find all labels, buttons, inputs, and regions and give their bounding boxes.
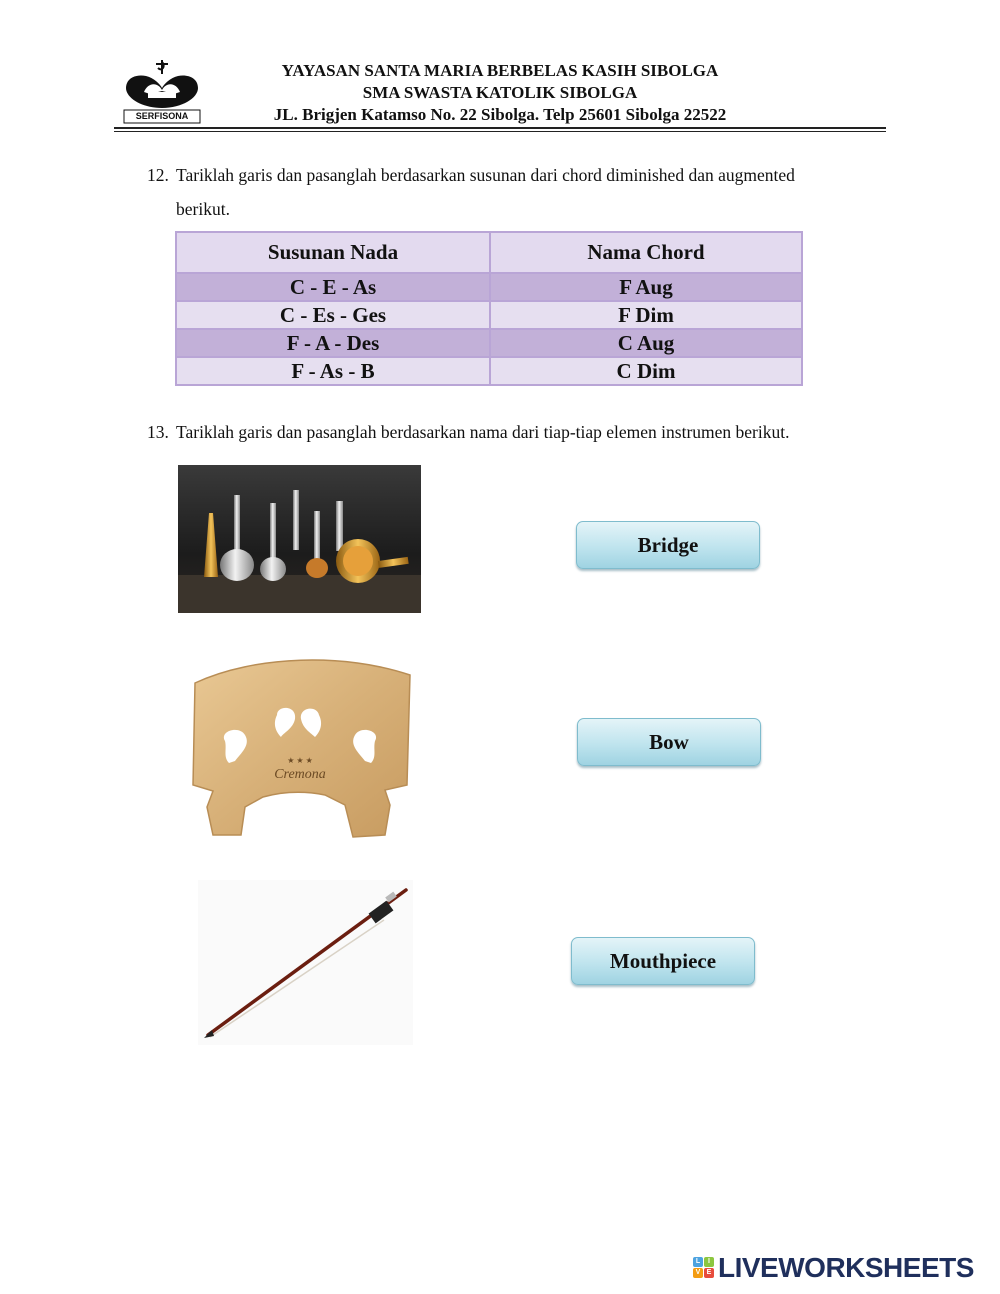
nada-cell: C - E - As <box>176 273 490 301</box>
table-header-chord: Nama Chord <box>490 232 802 273</box>
table-row <box>176 357 802 385</box>
logo-square-l: L <box>693 1257 703 1267</box>
foundation-name: YAYASAN SANTA MARIA BERBELAS KASIH SIBOLGA <box>281 61 719 80</box>
school-address: JL. Brigjen Katamso No. 22 Sibolga. Telp 25601 Sibolga 22522 <box>273 105 727 124</box>
logo-square-v: V <box>693 1268 703 1278</box>
question-text: Tariklah garis dan pasanglah berdasarkan susunan dari chord diminished dan augmented <box>176 165 795 185</box>
question-text: Tariklah garis dan pasanglah berdasarkan nama dari tiap-tiap elemen instrumen berikut. <box>176 422 790 442</box>
question-number: 12. <box>147 165 169 185</box>
question-13 <box>147 415 883 449</box>
logo-square-i: I <box>704 1257 714 1267</box>
header-divider <box>114 127 886 129</box>
chord-cell: F Dim <box>490 301 802 329</box>
answer-bow-button[interactable]: Bow <box>577 718 761 766</box>
school-header <box>215 60 785 126</box>
stars-icon: ★ ★ ★ <box>287 756 313 765</box>
mouthpiece-image <box>178 465 421 613</box>
nada-cell: F - As - B <box>176 357 490 385</box>
liveworksheets-logo <box>693 1252 993 1284</box>
logo-label: SERFISONA <box>135 111 189 121</box>
logo-square-e: E <box>704 1268 714 1278</box>
question-text-continued: berikut. <box>176 199 230 219</box>
school-logo <box>122 58 202 124</box>
liveworksheets-text: LIVEWORKSHEETS <box>718 1252 974 1283</box>
nada-cell: C - Es - Ges <box>176 301 490 329</box>
bridge-brand-label: Cremona <box>274 767 326 782</box>
question-12 <box>147 158 883 226</box>
chord-cell: F Aug <box>490 273 802 301</box>
table-row <box>176 301 802 329</box>
bridge-image <box>185 645 415 840</box>
chord-cell: C Dim <box>490 357 802 385</box>
question-number: 13. <box>147 422 169 442</box>
school-name: SMA SWASTA KATOLIK SIBOLGA <box>362 83 638 102</box>
answer-mouthpiece-button[interactable]: Mouthpiece <box>571 937 755 985</box>
chord-cell: C Aug <box>490 329 802 357</box>
bow-image <box>198 880 413 1045</box>
table-row <box>176 329 802 357</box>
answer-bridge-button[interactable]: Bridge <box>576 521 760 569</box>
table-row <box>176 273 802 301</box>
chord-table <box>175 231 803 386</box>
table-header-nada: Susunan Nada <box>176 232 490 273</box>
header-divider-thin <box>114 131 886 132</box>
nada-cell: F - A - Des <box>176 329 490 357</box>
